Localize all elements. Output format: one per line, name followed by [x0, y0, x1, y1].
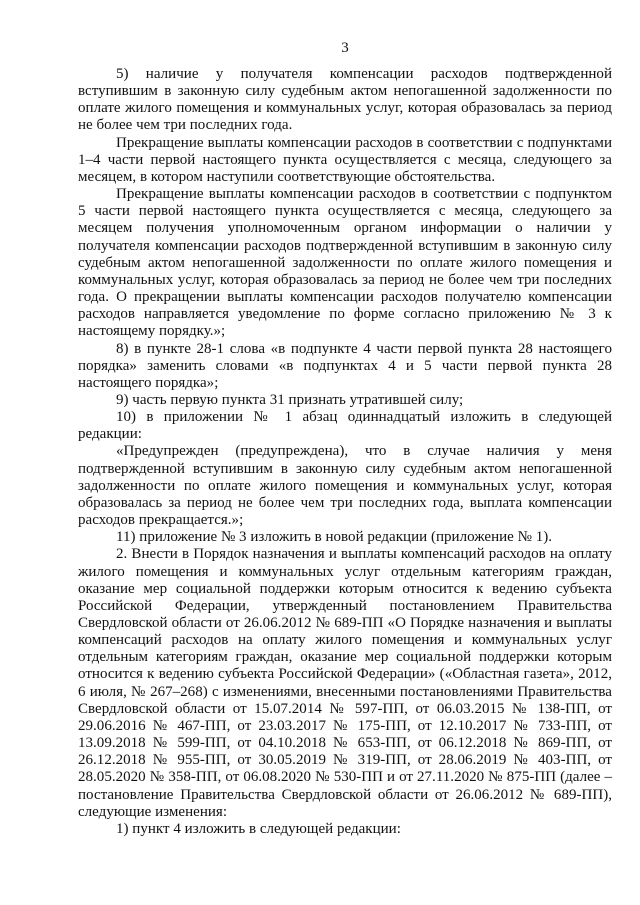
document-page — [78, 40, 612, 838]
paragraph-section-2: 2. Внести в Порядок назначения и выплаты компенсаций расходов на оплату жилого помещения и коммунальных услуг отдельным категориям граждан, оказание мер социальной поддержки которым относится к ведению субъекта Российской Федерации, утвержденный постановлением Правительства Свердловской области от 26.06.2012 № 689-ПП «О Порядке назначения и выплаты компенсаций расходов на оплату жилого помещения и коммунальных услуг отдельным категориям граждан, оказание мер социальной поддержки которым относится к ведению субъекта Российской Федерации» («Областная газета», 2012, 6 июля, № 267–268) с изменениями, внесенными постановлениями Правительства Свердловской области от 15.07.2014 № 597-ПП, от 06.03.2015 № 138-ПП, от 29.06.2016 № 467-ПП, от 23.03.2017 № 175-ПП, от 12.10.2017 № 733-ПП, от 13.09.2018 № 599-ПП, от 04.10.2018 № 653-ПП, от 06.12.2018 № 869-ПП, от 26.12.2018 № 955-ПП, от 30.05.2019 № 319-ПП, от 28.06.2019 № 403-ПП, от 28.05.2020 № 358-ПП, от 06.08.2020 № 530-ПП и от 27.11.2020 № 875-ПП (далее – постановление Правительства Свердловской области от 26.06.2012 № 689-ПП), следующие изменения: — [78, 546, 612, 820]
page-number: 3 — [341, 40, 349, 56]
paragraph-amendment-9: 9) часть первую пункта 31 признать утратившей силу; — [116, 391, 464, 408]
paragraph-amendment-8: 8) в пункте 28-1 слова «в подпункте 4 части первой пункта 28 настоящего порядка» заменить словами «в подпунктах 4 и 5 части первой пункта 28 настоящего порядка»; — [78, 340, 612, 391]
paragraph-item-5-debt: 5) наличие у получателя компенсации расходов подтвержденной вступившим в законную силу судебным актом непогашенной задолженности по оплате жилого помещения и коммунальных услуг, которая образовалась за период не более чем три последних года. — [78, 66, 612, 134]
paragraph-amendment-11: 11) приложение № 3 изложить в новой редакции (приложение № 1). — [116, 529, 553, 546]
paragraph-amendment-1-point-4: 1) пункт 4 изложить в следующей редакции: — [116, 820, 401, 837]
paragraph-warning-quote: «Предупрежден (предупреждена), что в случае наличия у меня подтвержденной вступившим в законную силу судебным актом непогашенной задолженности по оплате жилого помещения и коммунальных услуг, которая образовалась за период не более чем три последних года, выплата компенсации расходов прекращается.»; — [78, 443, 612, 529]
paragraph-termination-subpoints-1-4: Прекращение выплаты компенсации расходов в соответствии с подпунктами 1–4 части первой настоящего пункта осуществляется с месяца, следующего за месяцем, в котором наступили соответствующие обстоятельства. — [78, 134, 612, 185]
paragraph-amendment-10: 10) в приложении № 1 абзац одиннадцатый изложить в следующей редакции: — [78, 409, 612, 443]
paragraph-termination-subpoint-5: Прекращение выплаты компенсации расходов в соответствии с подпунктом 5 части первой настоящего пункта осуществляется с месяца, следующего за месяцем получения уполномоченным органом информации о наличии у получателя компенсации расходов подтвержденной вступившим в законную силу судебным актом непогашенной задолженности по оплате жилого помещения и коммунальных услуг, которая образовалась за период не более чем три последних года. О прекращении выплаты компенсации расходов получателю компенсации расходов направляется уведомление по форме согласно приложению № 3 к настоящему порядку.»; — [78, 186, 612, 340]
